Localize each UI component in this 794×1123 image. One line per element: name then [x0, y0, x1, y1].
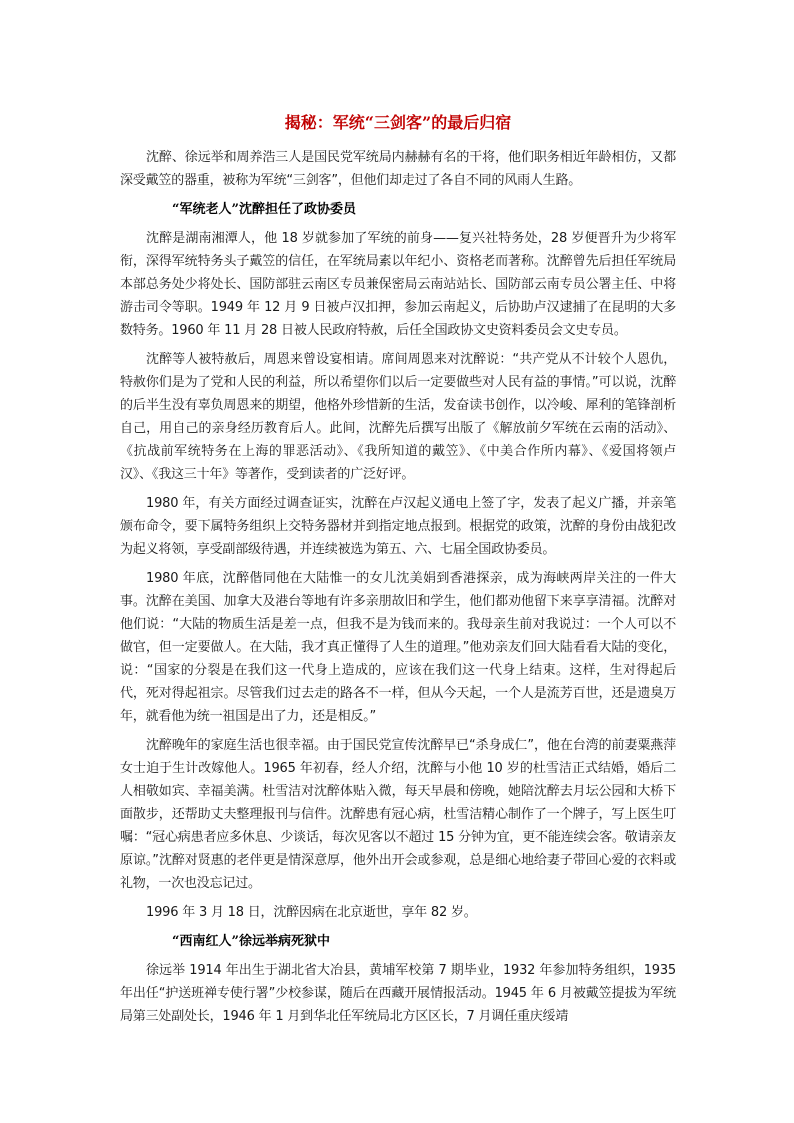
- section1-paragraph-5: 沈醉晚年的家庭生活也很幸福。由于国民党宣传沈醉早已“杀身成仁”，他在台湾的前妻粟燕萍女士迫于生计改嫁他人。1965 年初春，经人介绍，沈醉与小他 10 岁的杜雪洁正式结婚，婚后二人相敬如宾、幸福美满。杜雪洁对沈醉体贴入微，每天早晨和傍晚，她陪沈醉去月坛公园和大桥下面散步，还帮助丈夫整理报刊与信件。沈醉患有冠心病，杜雪洁精心制作了一个牌子，写上医生叮嘱：“冠心病患者应多休息、少谈话，每次见客以不超过 15 分钟为宜，更不能连续会客。敬请亲友原谅。”沈醉对贤惠的老伴更是情深意厚，他外出开会或参观，总是细心地给妻子带回心爱的衣料或礼物，一次也没忘记过。: [120, 738, 676, 891]
- section1-paragraph-2: 沈醉等人被特赦后，周恩来曾设宴相请。席间周恩来对沈醉说：“共产党从不计较个人恩仇，特赦你们是为了党和人民的利益，所以希望你们以后一定要做些对人民有益的事情。”可以说，沈醉的后半生没有辜负周恩来的期望，他格外珍惜新的生活，发奋读书创作，以冷峻、犀利的笔锋剖析自己，用自己的亲身经历教育后人。此间，沈醉先后撰写出版了《解放前夕军统在云南的活动》、《抗战前军统特务在上海的罪恶活动》、《我所知道的戴笠》、《中美合作所内幕》、《爱国将领卢汉》、《我这三十年》等著作，受到读者的广泛好评。: [120, 352, 676, 482]
- section2-paragraph-1: 徐远举 1914 年出生于湖北省大冶县，黄埔军校第 7 期毕业，1932 年参加特务组织，1935 年出任“护送班禅专使行署”少校参谋，随后在西藏开展情报活动。1945 年 6 月被戴笠提拔为军统局第三处副处长，1946 年 1 月到华北任军统局北方区区长，7 月调任重庆绥靖: [120, 963, 676, 1024]
- section-heading-shen-zui: “军统老人”沈醉担任了政协委员: [172, 202, 356, 217]
- section1-paragraph-4: 1980 年底，沈醉偕同他在大陆惟一的女儿沈美娟到香港探亲，成为海峡两岸关注的一件大事。沈醉在美国、加拿大及港台等地有许多亲朋故旧和学生，他们都劝他留下来享享清福。沈醉对他们说：“大陆的物质生活是差一点，但我不是为钱而来的。我母亲生前对我说过：一个人可以不做官，但一定要做人。在大陆，我才真正懂得了人生的道理。”他劝亲友们回大陆看看大陆的变化，说：“国家的分裂是在我们这一代身上造成的，应该在我们这一代身上结束。这样，生对得起后代，死对得起祖宗。尽管我们过去走的路各不一样，但从今天起，一个人是流芳百世，还是遗臭万年，就看他为统一祖国是出了力，还是相反。”: [120, 571, 676, 724]
- article-title: 揭秘：军统“三剑客”的最后归宿: [284, 113, 512, 132]
- intro-paragraph: 沈醉、徐远举和周养浩三人是国民党军统局内赫赫有名的干将，他们职务相近年龄相仿，又都深受戴笠的器重，被称为军统“三剑客”，但他们却走过了各自不同的风雨人生路。: [120, 150, 676, 188]
- document-body: [120, 110, 676, 1034]
- section1-paragraph-6: 1996 年 3 月 18 日，沈醉因病在北京逝世，享年 82 岁。: [146, 905, 477, 920]
- section-heading-xu-yuanju: “西南红人”徐远举病死狱中: [172, 934, 330, 949]
- section1-paragraph-1: 沈醉是湖南湘潭人，他 18 岁就参加了军统的前身——复兴社特务处，28 岁便晋升为少将军衔，深得军统特务头子戴笠的信任，在军统局素以年纪小、资格老而著称。沈醉曾先后担任军统局本部总务处少将处长、国防部驻云南区专员兼保密局云南站站长、国防部云南专员公署主任、中将游击司令等职。1949 年 12 月 9 日被卢汉扣押，参加云南起义，后协助卢汉逮捕了在昆明的大多数特务。1960 年 11 月 28 日被人民政府特赦，后任全国政协文史资料委员会文史专员。: [120, 231, 676, 338]
- section1-paragraph-3: 1980 年，有关方面经过调查证实，沈醉在卢汉起义通电上签了字，发表了起义广播，并亲笔颁布命令，要下属特务组织上交特务器材并到指定地点报到。根据党的政策，沈醉的身份由战犯改为起义将领，享受副部级待遇，并连续被选为第五、六、七届全国政协委员。: [120, 496, 676, 557]
